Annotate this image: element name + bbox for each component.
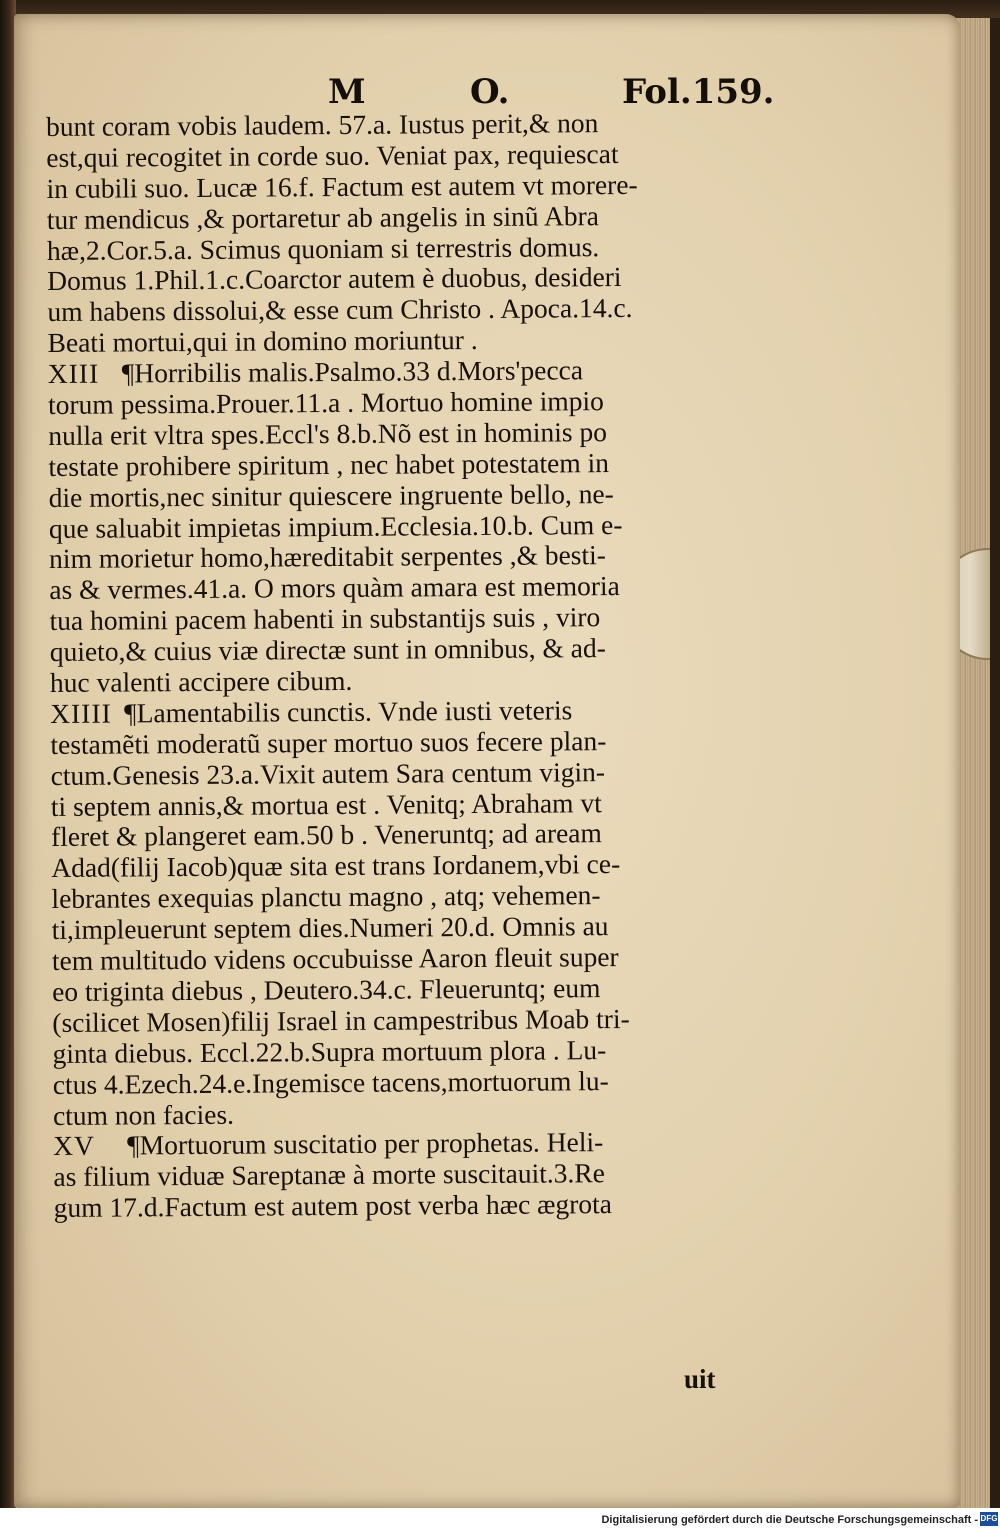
line-text: ¶Horribilis malis.Psalmo.33 d.Mors'pecca: [121, 354, 584, 389]
folio-number: Fol.159.: [622, 72, 775, 112]
running-head: [320, 72, 775, 112]
funding-notice: Digitalisierung gefördert durch die Deutsche Forschungsgemeinschaft -: [601, 1514, 978, 1526]
line-text: eo triginta diebus , Deutero.34.c. Fleueruntq; eum: [52, 972, 601, 1007]
line-text: hæ,2.Cor.5.a. Scimus quoniam si terrestris domus.: [46, 230, 600, 266]
line-text: quieto,& cuius viæ directæ sunt in omnibus, & ad-: [49, 632, 606, 668]
text-line: [51, 848, 781, 884]
section-numeral: XIII: [47, 357, 100, 390]
body-text: [46, 107, 784, 1224]
line-text: (scilicet Mosen)filij Israel in campestribus Moab tri-: [52, 1002, 630, 1038]
line-text: ti,impleuerunt septem dies.Numeri 20.d. Omnis au: [51, 910, 609, 946]
text-line: [53, 1157, 783, 1193]
text-line: [48, 416, 778, 452]
line-text: bunt coram vobis laudem. 57.a. Iustus perit,& non: [45, 107, 599, 142]
line-text: tem multitudo videns occubuisse Aaron fleuit super: [51, 941, 619, 977]
text-line: [46, 107, 776, 143]
line-text: fleret & plangeret eam.50 b . Veneruntq; ad aream: [50, 817, 602, 853]
text-line: [51, 879, 781, 915]
text-line: [47, 230, 777, 266]
book-cover-right: [990, 18, 1000, 1508]
text-line: [46, 169, 776, 205]
line-text: gum 17.d.Factum est autem post verba hæc ægrota: [53, 1188, 613, 1224]
text-line: [48, 447, 778, 483]
text-line: [49, 601, 779, 637]
text-line: [52, 941, 782, 977]
text-line: [53, 1064, 783, 1100]
dfg-logo-icon: DFG: [980, 1512, 998, 1526]
line-text: torum pessima.Prouer.11.a . Mortuo homine impio: [47, 385, 604, 421]
catchword: uit: [684, 1364, 716, 1394]
line-text: tur mendicus ,& portaretur ab angelis in sinũ Abra: [46, 199, 600, 235]
line-text: die mortis,nec sinitur quiescere ingruente bello, ne-: [48, 477, 614, 513]
text-line: [52, 1034, 782, 1070]
section-numeral: XV: [53, 1130, 96, 1162]
text-line: [49, 570, 779, 606]
text-line: [48, 323, 778, 359]
line-text: que saluabit impietas impium.Ecclesia.10.b. Cum e-: [48, 508, 623, 544]
line-text: huc valenti accipere cibum.: [49, 664, 353, 699]
line-text: ¶Lamentabilis cunctis. Vnde iusti veteris: [124, 694, 573, 729]
line-text: nim morietur homo,hæreditabit serpentes ,& besti-: [49, 539, 606, 575]
text-line: [48, 354, 778, 390]
running-head-left: M: [328, 72, 366, 112]
line-text: ctus 4.Ezech.24.e.Ingemisce tacens,mortuorum lu-: [52, 1064, 609, 1100]
line-text: lebrantes exequias planctu magno , atq; vehemen-: [51, 879, 601, 915]
line-text: ctum.Genesis 23.a.Vixit autem Sara centum vigin-: [50, 755, 606, 791]
line-text: as filium viduæ Sareptanæ à morte suscitauit.3.Re: [53, 1157, 605, 1193]
text-line: [52, 910, 782, 946]
line-text: est,qui recogitet in corde suo. Veniat pax, requiescat: [46, 137, 619, 173]
text-line: [53, 1095, 783, 1131]
text-line: [49, 508, 779, 544]
text-line: [46, 138, 776, 174]
text-line: [47, 292, 777, 328]
text-line: [52, 1003, 782, 1039]
text-line: [50, 694, 780, 730]
text-line: [50, 663, 780, 699]
line-text: ti septem annis,& mortua est . Venitq; Abraham vt: [50, 786, 602, 822]
text-line: [51, 786, 781, 822]
line-text: testate prohibere spiritum , nec habet potestatem in: [48, 446, 610, 482]
line-text: ¶Mortuorum suscitatio per prophetas. Heli-: [127, 1126, 604, 1161]
line-text: testamẽti moderatũ super mortuo suos fecere plan-: [50, 724, 607, 760]
text-line: [47, 200, 777, 236]
running-head-middle: O.: [470, 72, 510, 112]
line-text: um habens dissolui,& esse cum Christo . Apoca.14.c.: [47, 292, 633, 328]
line-text: Beati mortui,qui in domino moriuntur .: [47, 324, 478, 359]
section-numeral: XIIII: [50, 697, 112, 729]
text-line: [50, 632, 780, 668]
text-line: [47, 261, 777, 297]
line-text: Adad(filij Iacob)quæ sita est trans Iordanem,vbi ce-: [51, 848, 621, 884]
line-text: tua homini pacem habenti in substantijs suis , viro: [49, 601, 601, 637]
line-text: as & vermes.41.a. O mors quàm amara est memoria: [49, 570, 620, 606]
text-line: [51, 756, 781, 792]
line-text: ctum non facies.: [52, 1098, 235, 1131]
line-text: Domus 1.Phil.1.c.Coarctor autem è duobus, desideri: [47, 261, 622, 297]
line-text: in cubili suo. Lucæ 16.f. Factum est autem vt morere-: [46, 168, 638, 204]
text-line: [51, 817, 781, 853]
text-line: [48, 385, 778, 421]
text-line: [49, 478, 779, 514]
line-text: nulla erit vltra spes.Eccl's 8.b.Nõ est in hominis po: [48, 415, 608, 451]
line-text: ginta diebus. Eccl.22.b.Supra mortuum plora . Lu-: [52, 1033, 607, 1069]
text-line: [53, 1126, 783, 1162]
text-line: [49, 539, 779, 575]
text-line: [52, 972, 782, 1008]
text-line: [50, 725, 780, 761]
text-line: [54, 1188, 784, 1224]
